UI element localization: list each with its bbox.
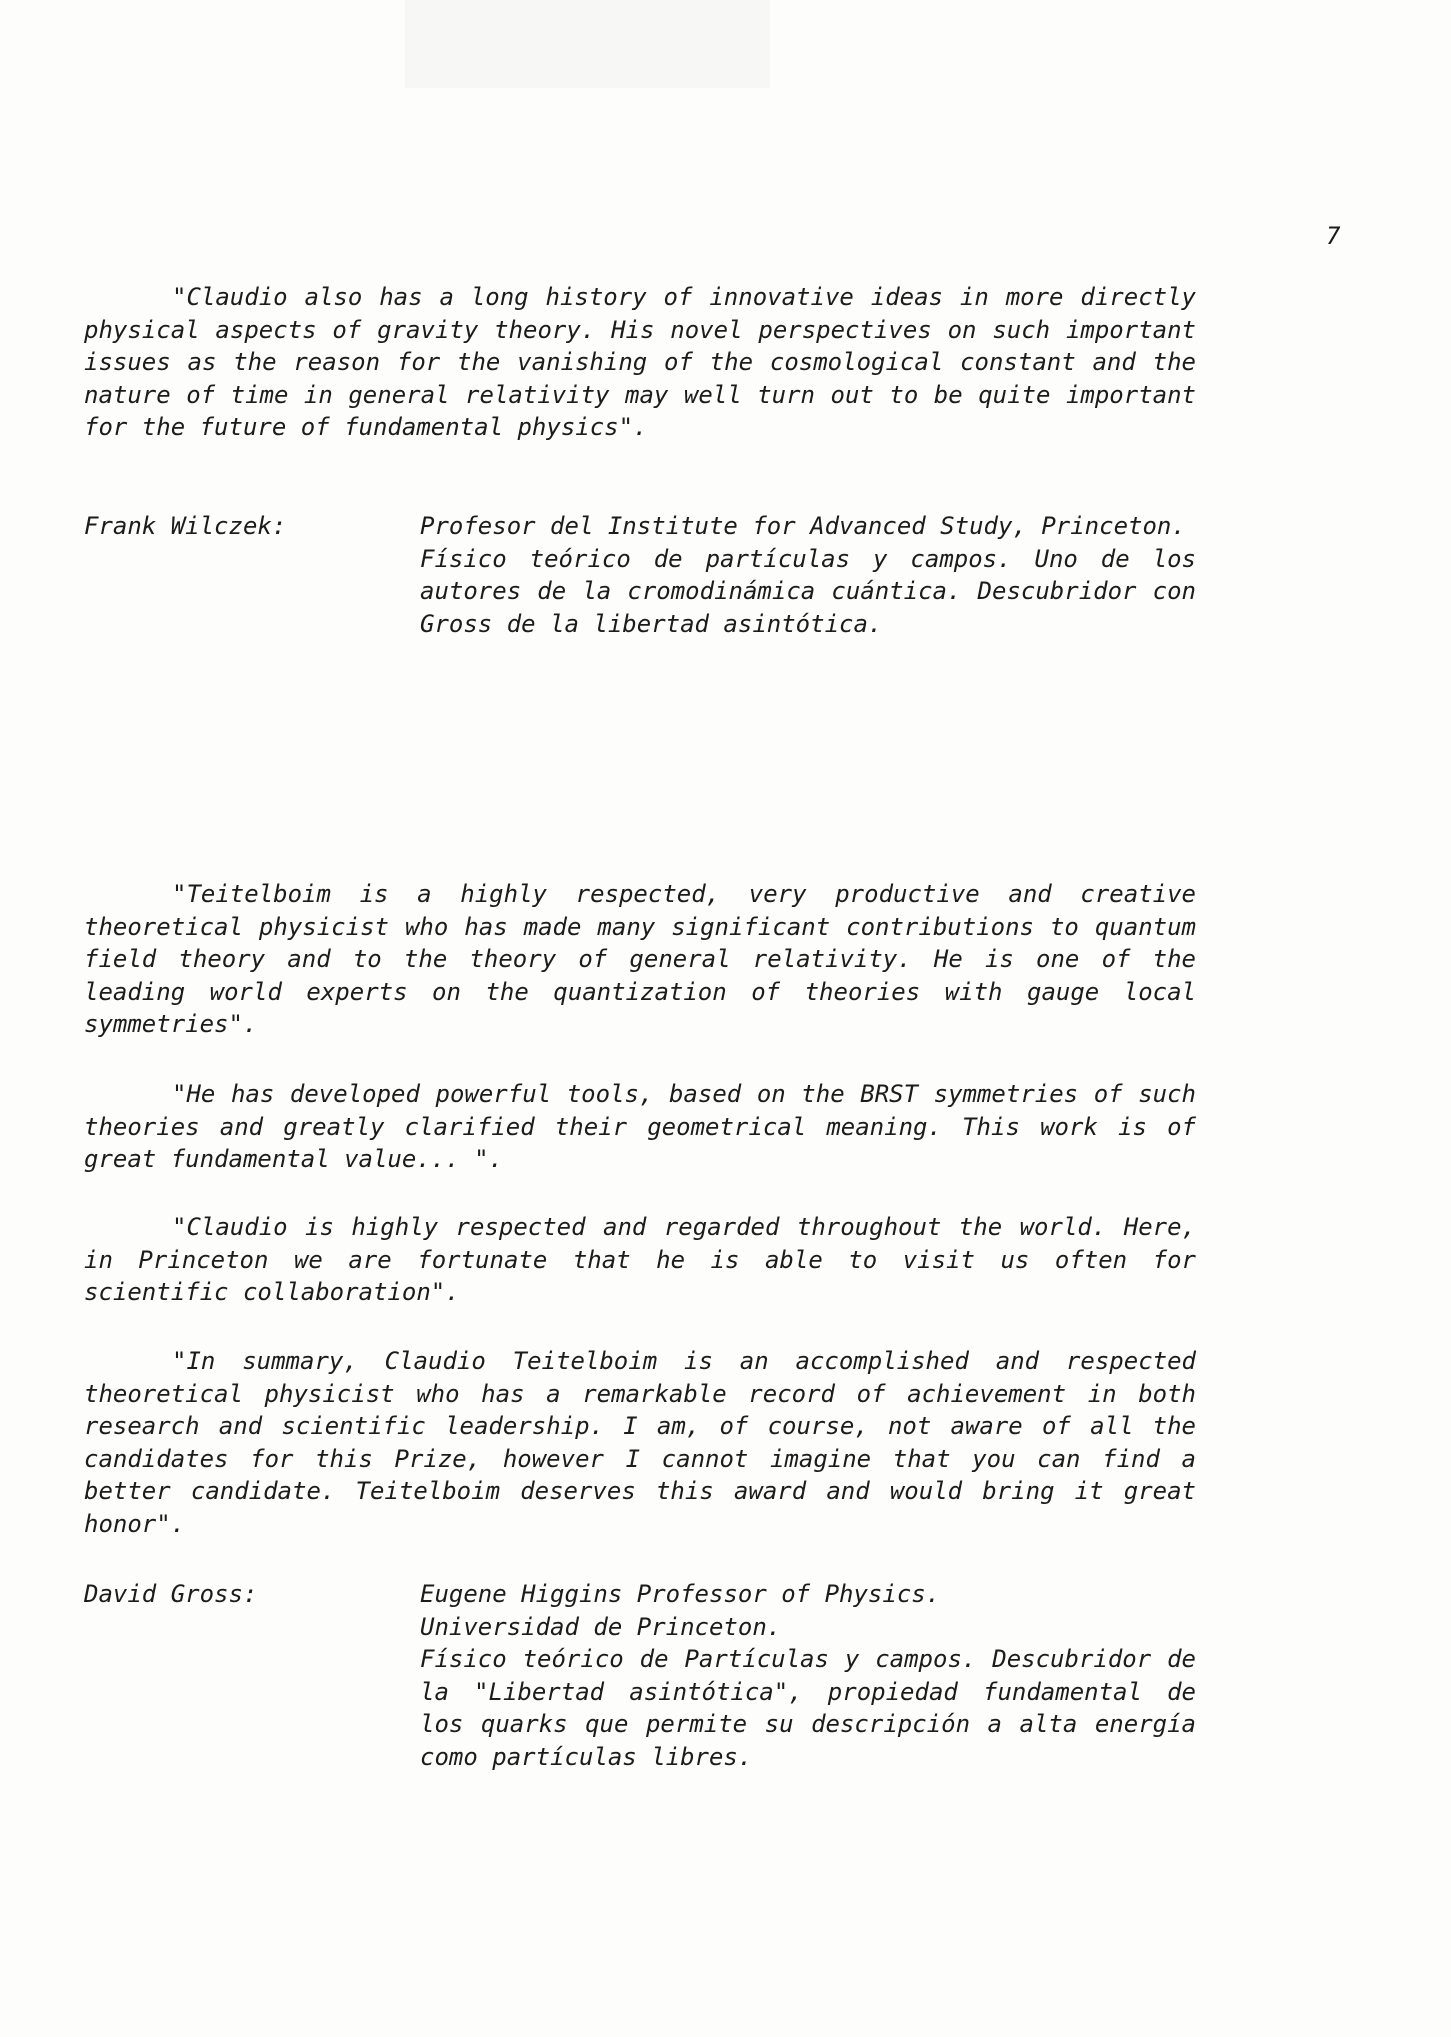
gross-quote-3: "Claudio is highly respected and regarded throughout the world. Here, in Princeton we are fortunate that he is able to visit us often for scientific collaboration". [84,1213,1196,1306]
gross-title: Eugene Higgins Professor of Physics. [420,1580,941,1608]
gross-university: Universidad de Princeton. [420,1612,782,1641]
wilczek-quote: "Claudio also has a long history of innovative ideas in more directly physical aspects of gravity theory. His novel perspectives on such important issues as the reason for the vanishing of the cosmological constant and the nature of time in general relativity may well turn out to be quite important for the future of fundamental physics". [84,283,1196,441]
page-number: 7 [1326,222,1341,250]
wilczek-title: Profesor del Institute for Advanced Study, Princeton. [420,512,1186,540]
gross-quote-4: "In summary, Claudio Teitelboim is an accomplished and respected theoretical physicist who has a remarkable record of achievement in both research and scientific leadership. I am, of course, not aware of all the candidates for this Prize, however I cannot imagine that you can find a better candidate. Teitelboim deserves this award and would bring it great honor". [84,1347,1196,1538]
wilczek-name: Frank Wilczek: [84,512,287,540]
gross-name: David Gross: [84,1580,258,1608]
gross-quote-1: "Teitelboim is a highly respected, very productive and creative theoretical physicist who has made many significant contributions to quantum field theory and to the theory of general relativity. He is one of the leading world experts on the quantization of theories with gauge local symmetries". [84,880,1196,1038]
gross-description [420,1578,1196,1773]
gross-quote-2: "He has developed powerful tools, based on the BRST symmetries of such theories and greatly clarified their geometrical meaning. This work is of great fundamental value... ". [84,1080,1196,1173]
wilczek-description [420,510,1196,640]
gross-attribution [84,1578,1196,1818]
scan-artifact [405,0,770,88]
gross-field: Físico teórico de Partículas y campos. Descubridor de la "Libertad asintótica", propiedad fundamental de los quarks que permite su descripción a alta energía como partículas libres. [420,1645,1196,1771]
wilczek-field: Físico teórico de partículas y campos. Uno de los autores de la cromodinámica cuántica. Descubridor con Gross de la libertad asintótica. [420,544,1196,638]
wilczek-attribution [84,510,1196,710]
